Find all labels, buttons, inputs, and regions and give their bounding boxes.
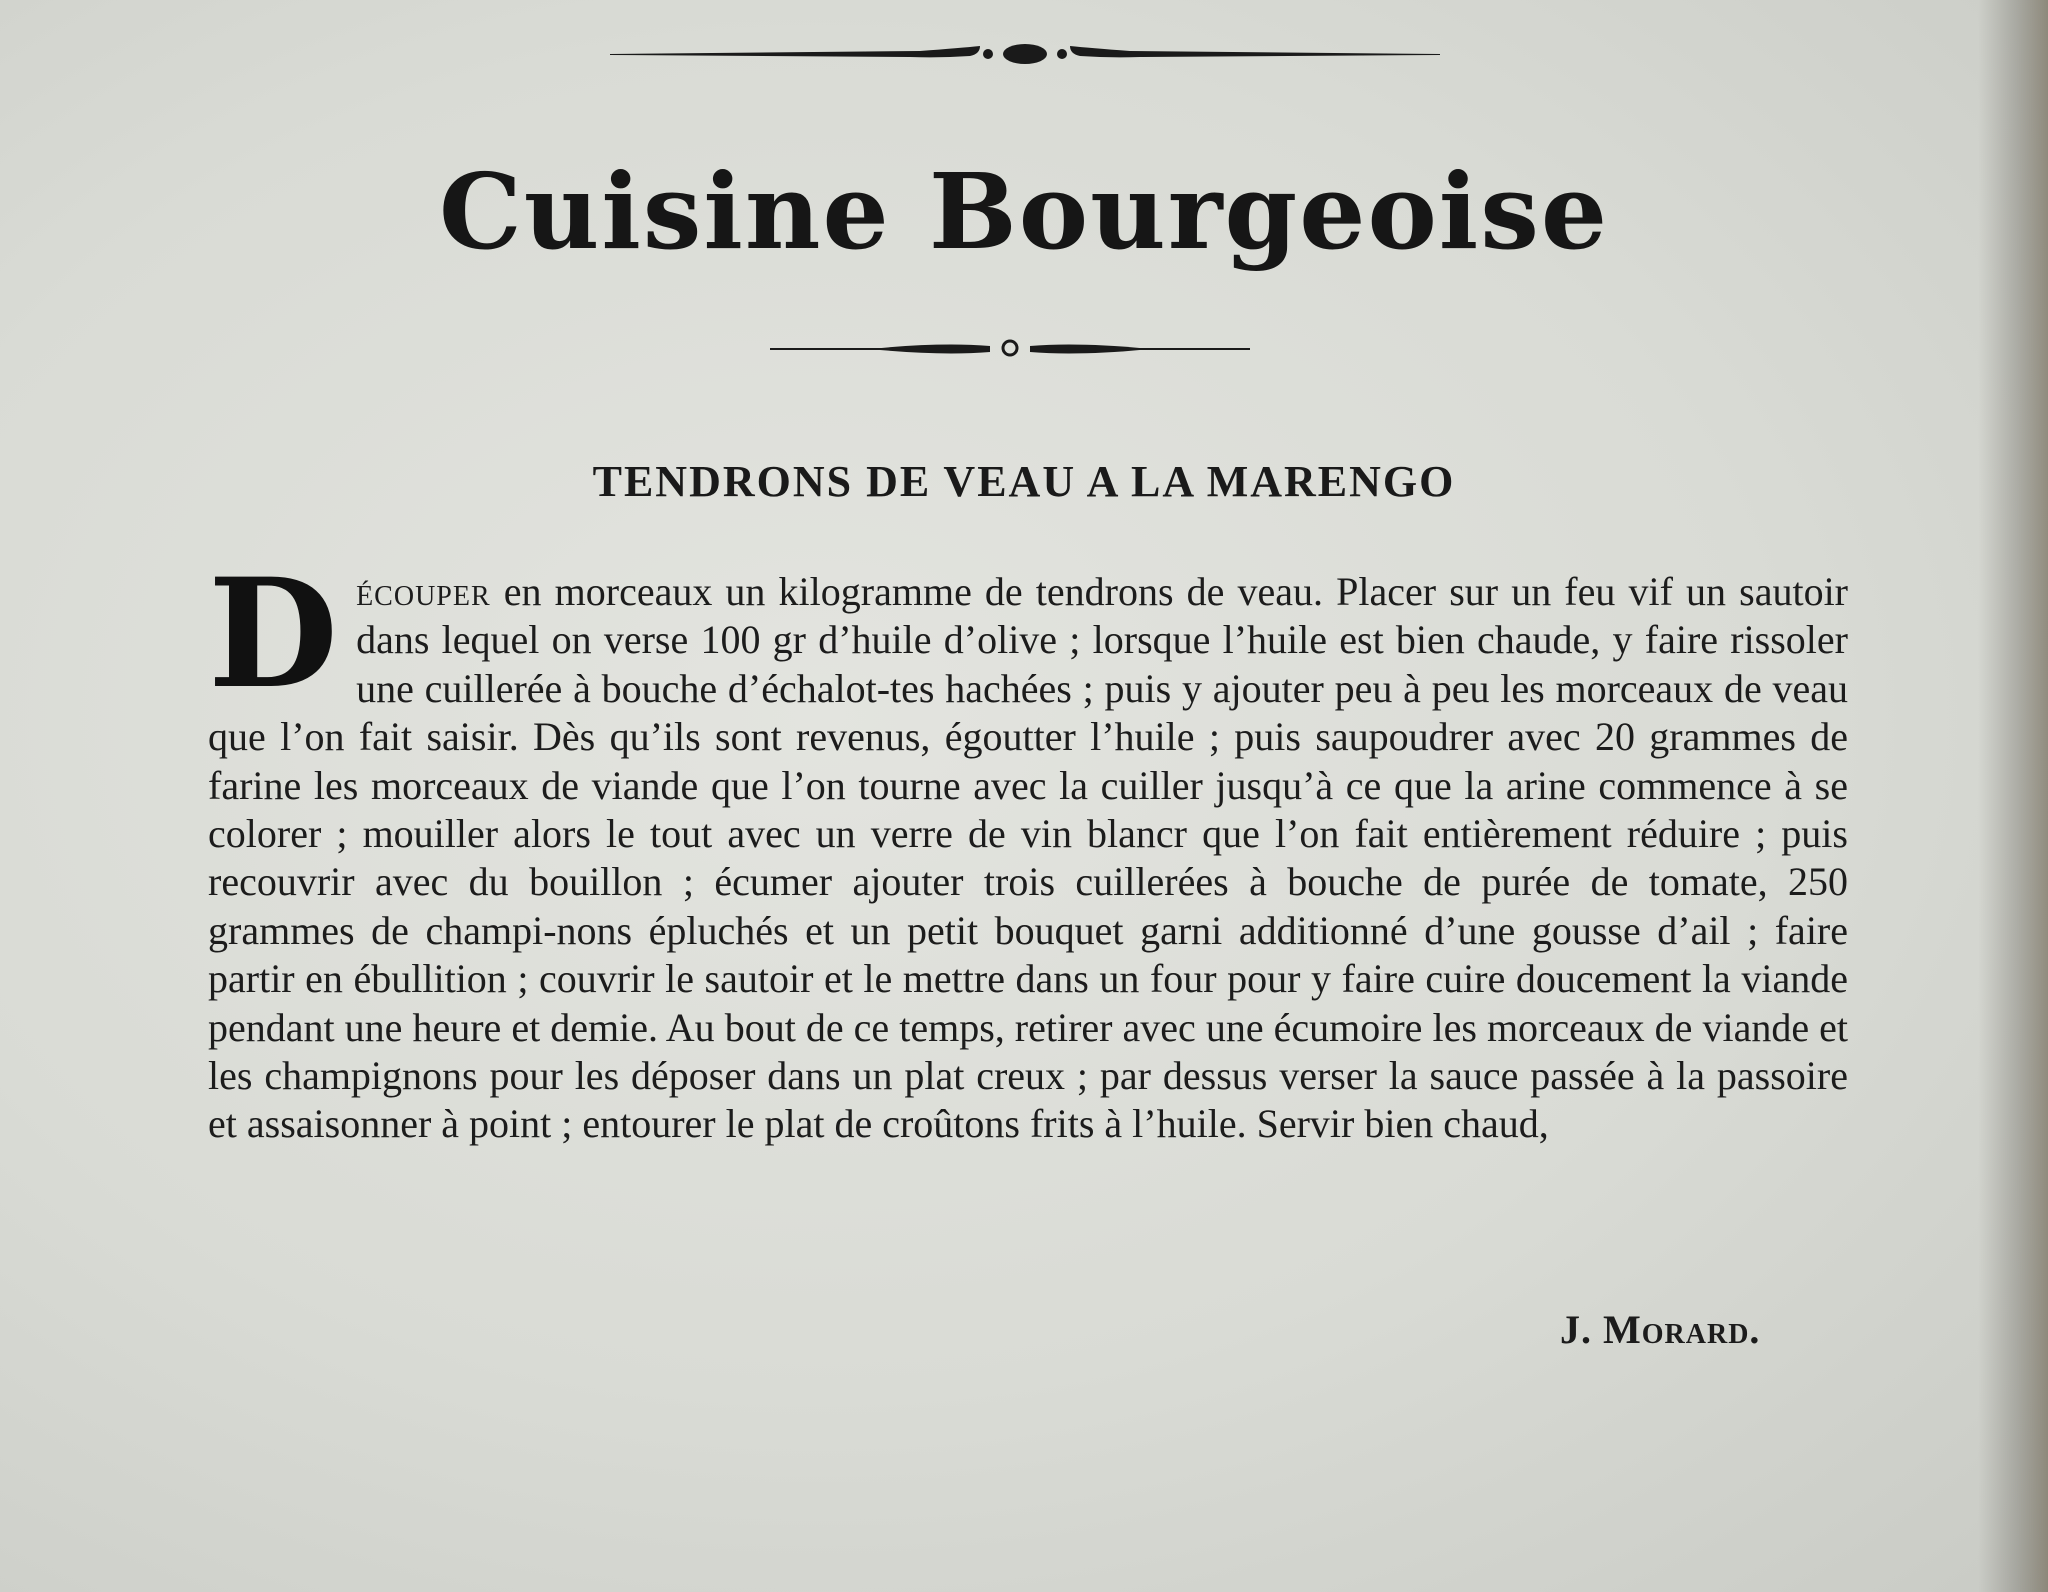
first-word-small-caps: écouper [356, 569, 491, 614]
title-underline-ornament-icon [770, 334, 1250, 364]
recipe-body-text: en morceaux un kilogramme de tendrons de veau. Placer sur un feu vif un sautoir dans lequel on verse 100 gr d’huile d’olive ; lorsque l’huile est bien chaude, y faire rissoler une cuillerée à bouche d’échalot-tes hachées ; puis y ajouter peu à peu les morceaux de veau que l’on fait saisir. Dès qu’ils sont revenus, égoutter l’huile ; puis saupoudrer avec 20 grammes de farine les morceaux de viande que l’on tourne avec la cuiller jusqu’à ce que la arine commence à se colorer ; mouiller alors le tout avec un verre de vin blancr que l’on fait entièrement réduire ; puis recouvrir avec du bouillon ; écumer ajouter trois cuillerées à bouche de purée de tomate, 250 grammes de champi-nons épluchés et un petit bouquet garni additionné d’une gousse d’ail ; faire partir en ébullition ; couvrir le sautoir et le mettre dans un four pour y faire cuire doucement la viande pendant une heure et demie. Au bout de ce temps, retirer avec une écumoire les morceaux de viande et les champignons pour les déposer dans un plat creux ; par dessus verser la sauce passée à la passoire et assaisonner à point ; entourer le plat de croûtons frits à l’huile. Servir bien chaud, [208, 569, 1848, 1147]
drop-cap-letter: D [208, 546, 339, 722]
recipe-title: TENDRONS DE VEAU A LA MARENGO [592, 457, 1456, 506]
top-ornament-divider-icon [610, 34, 1440, 74]
author-signature: J. Morard. [1560, 1307, 1761, 1352]
recipe-body [208, 546, 1848, 1149]
section-title: Cuisine Bourgeoise [438, 150, 1610, 273]
